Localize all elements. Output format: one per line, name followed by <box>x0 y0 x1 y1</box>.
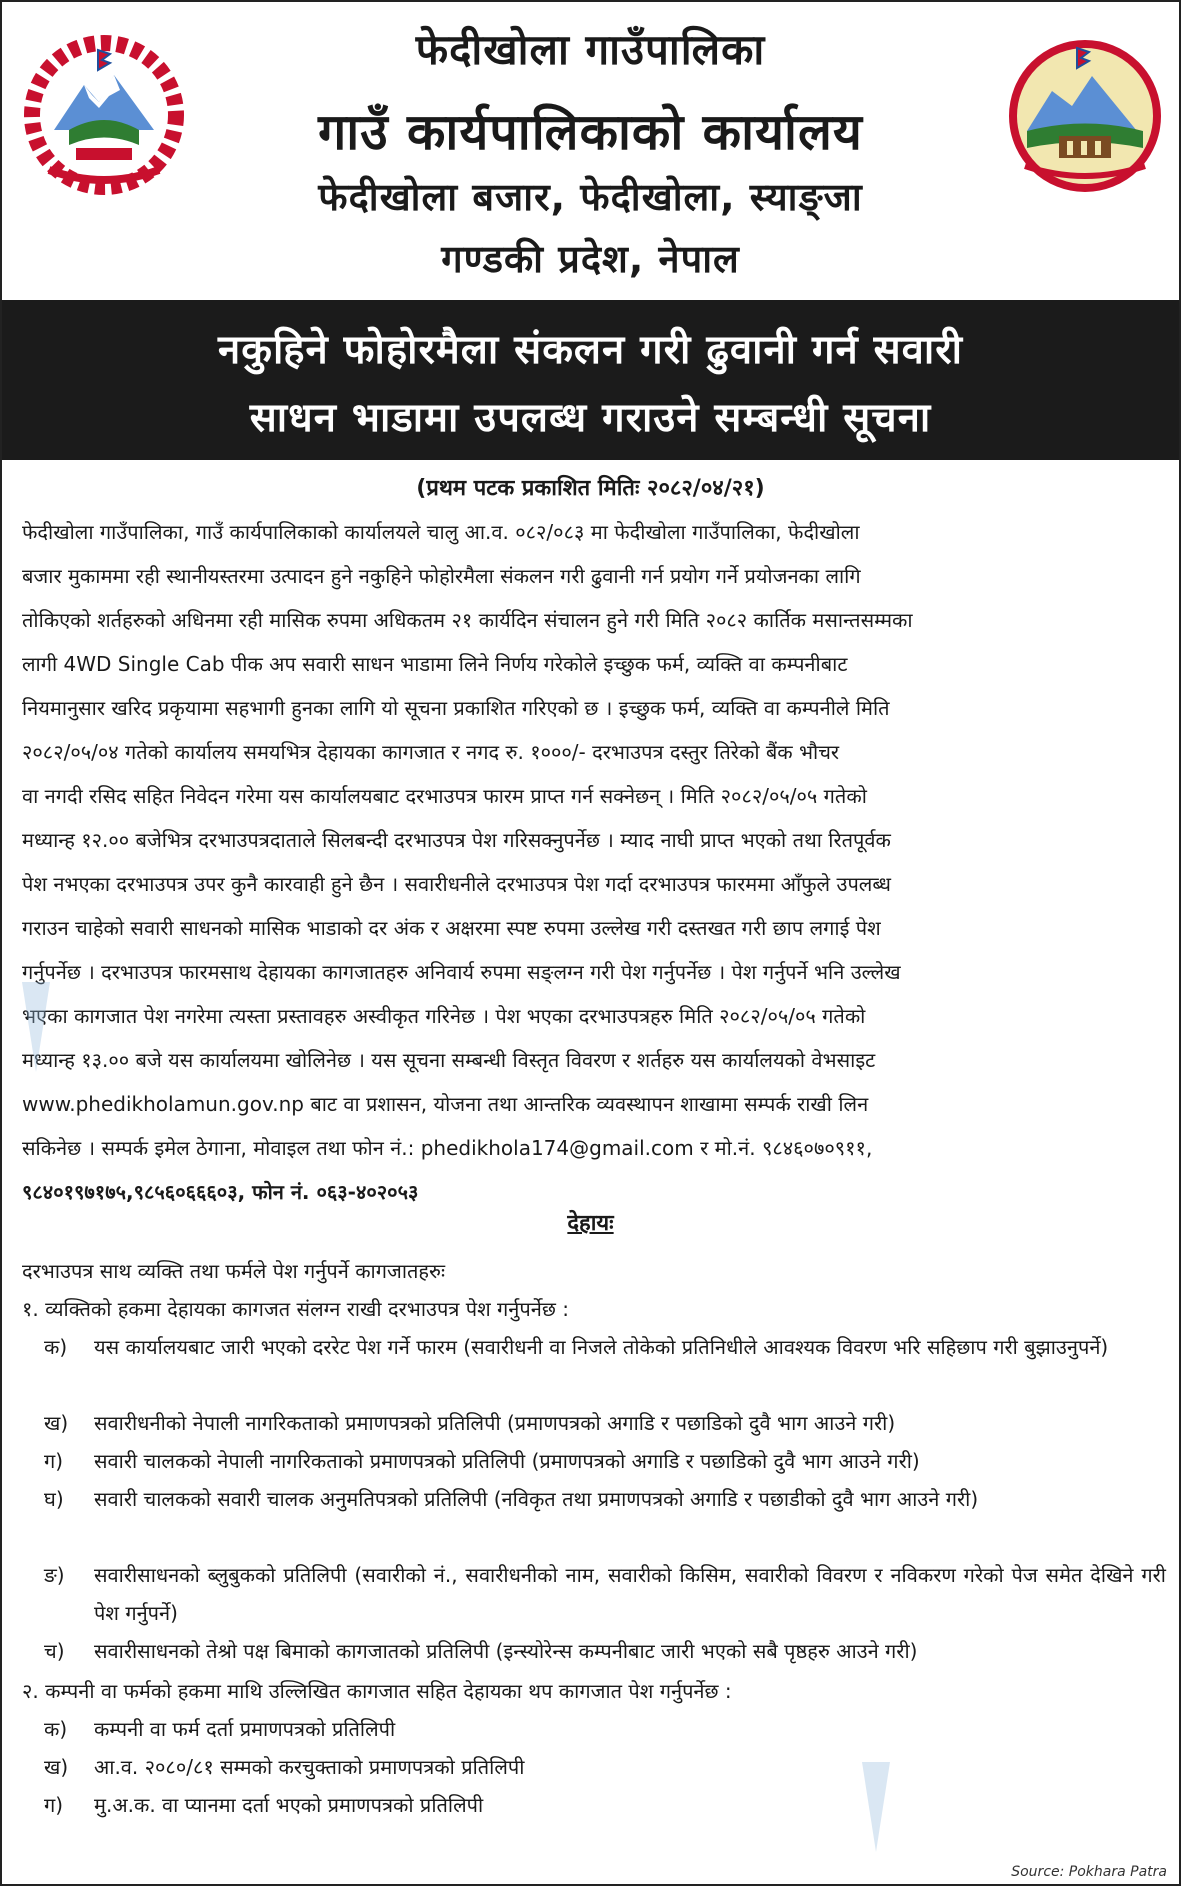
list-item-key: ख) <box>44 1411 69 1435</box>
list-item-text: आ.व. २०८०/८१ सम्मको करचुक्ताको प्रमाणपत्रको प्रतिलिपी <box>94 1755 525 1779</box>
list-item-text: सवारी चालकको नेपाली नागरिकताको प्रमाणपत्रको प्रतिलिपी (प्रमाणपत्रको अगाडि र पछाडिको दुवै भाग आउने गरी) <box>94 1449 920 1473</box>
list-item-key: घ) <box>44 1487 64 1511</box>
list-item-key: ङ) <box>44 1563 65 1587</box>
list-item-key: क) <box>44 1717 68 1741</box>
decorative-arrow-icon <box>22 982 50 1072</box>
list-item-text: सवारीधनीको नेपाली नागरिकताको प्रमाणपत्रको प्रतिलिपी (प्रमाणपत्रको अगाडि र पछाडिको दुवै भाग आउने गरी) <box>94 1411 896 1435</box>
body-line: फेदीखोला गाउँपालिका, गाउँ कार्यपालिकाको कार्यालयले चालु आ.व. ०८२/०८३ मा फेदीखोला गाउँपालिका, फेदीखोला <box>22 520 860 544</box>
notice-body <box>22 510 1166 1214</box>
body-line: मध्यान्ह १२.०० बजेभित्र दरभाउपत्रदाताले सिलबन्दी दरभाउपत्र पेश गरिसक्नुपर्नेछ । म्याद नाघी प्राप्त भएको तथा रितपूर्वक <box>22 828 891 852</box>
documents-intro: दरभाउपत्र साथ व्यक्ति तथा फर्मले पेश गर्नुपर्ने कागजातहरुः <box>22 1259 446 1283</box>
list-item-key: क) <box>44 1335 68 1359</box>
published-date: (प्रथम पटक प्रकाशित मितिः २०८२/०४/२१) <box>416 476 765 501</box>
decorative-arrow-icon <box>862 1762 890 1852</box>
annex-heading: देहायः <box>567 1211 614 1236</box>
source-credit: Source: Pokhara Patra <box>1011 1864 1167 1880</box>
section-2-heading: २. कम्पनी वा फर्मको हकमा माथि उल्लिखित कागजात सहित देहायका थप कागजात पेश गर्नुपर्नेछ : <box>22 1679 732 1703</box>
body-line-email: सकिनेछ । सम्पर्क इमेल ठेगाना, मोवाइल तथा फोन नं.: phedikhola174@gmail.com र मो.नं. ९८४६०७०९११, <box>22 1136 873 1160</box>
body-line: मध्यान्ह १३.०० बजे यस कार्यालयमा खोलिनेछ । यस सूचना सम्बन्धी विस्तृत विवरण र शर्तहरु यस कार्यालयको वेभसाइट <box>22 1048 876 1072</box>
list-item-key: ग) <box>44 1793 64 1817</box>
office-name: गाउँ कार्यपालिकाको कार्यालय <box>318 103 863 161</box>
body-line: २०८२/०५/०४ गतेको कार्यालय समयभित्र देहायका कागजात र नगद रु. १०००/- दरभाउपत्र दस्तुर तिरेको बैंक भौचर <box>22 740 840 764</box>
body-line: वा नगदी रसिद सहित निवेदन गरेमा यस कार्यालयबाट दरभाउपत्र फारम प्राप्त गर्न सक्नेछन् । मिति २०८२/०५/०५ गतेको <box>22 784 867 808</box>
list-item-text: सवारीसाधनको तेश्रो पक्ष बिमाको कागजातको प्रतिलिपी (इन्स्योरेन्स कम्पनीबाट जारी भएको सबै पृष्ठहरु आउने गरी) <box>94 1639 918 1663</box>
province-country: गण्डकी प्रदेश, नेपाल <box>441 237 740 281</box>
body-line: भएका कागजात पेश नगरेमा त्यस्ता प्रस्तावहरु अस्वीकृत गरिनेछ । पेश भएका दरभाउपत्रहरु मिति २०८२/०५/०५ गतेको <box>22 1004 866 1028</box>
body-line-website: www.phedikholamun.gov.np बाट वा प्रशासन, योजना तथा आन्तरिक व्यवस्थापन शाखामा सम्पर्क राखी लिन <box>22 1092 869 1116</box>
list-item-key: ग) <box>44 1449 64 1473</box>
body-line: नियमानुसार खरिद प्रकृयामा सहभागी हुनका लागि यो सूचना प्रकाशित गरिएको छ । इच्छुक फर्म, व्यक्ति वा कम्पनीले मिति <box>22 696 890 720</box>
municipality-name: फेदीखोला गाउँपालिका <box>415 25 766 74</box>
body-line: गराउन चाहेको सवारी साधनको मासिक भाडाको दर अंक र अक्षरमा स्पष्ट रुपमा उल्लेख गरी दस्तखत गरी छाप लगाई पेश <box>22 916 881 940</box>
list-item-text: सवारी चालकको सवारी चालक अनुमतिपत्रको प्रतिलिपी (नविकृत तथा प्रमाणपत्रको अगाडि र पछाडीको दुवै भाग आउने गरी) <box>94 1487 979 1511</box>
header <box>2 2 1179 299</box>
list-item-key: च) <box>44 1639 65 1663</box>
list-item-text: सवारीसाधनको ब्लुबुकको प्रतिलिपी (सवारीको नं., सवारीधनीको नाम, सवारीको किसिम, सवारीको विवरण र नविकरण गरेको पेज समेत देखिने गरी पेश गर्नुपर्ने) <box>94 1563 1166 1625</box>
body-line-phones: ९८४०१९७१७५,९८५६०६६६०३, फोन नं. ०६३-४०२०५३ <box>22 1180 419 1204</box>
body-line: पेश नभएका दरभाउपत्र उपर कुनै कारवाही हुने छैन । सवारीधनीले दरभाउपत्र पेश गर्दा दरभाउपत्र फारममा आँफुले उपलब्ध <box>22 872 891 896</box>
list-item-text: यस कार्यालयबाट जारी भएको दररेट पेश गर्ने फारम (सवारीधनी वा निजले तोकेको प्रतिनिधीले आवश्यक विवरण भरि सहिछाप गरी बुझाउनुपर्ने) <box>94 1335 1109 1359</box>
notice-title-line-1: नकुहिने फोहोरमैला संकलन गरी ढुवानी गर्न सवारी <box>218 327 963 373</box>
section-1-heading: १. व्यक्तिको हकमा देहायका कागजत संलग्न राखी दरभाउपत्र पेश गर्नुपर्नेछ : <box>22 1297 569 1321</box>
notice-title-line-2: साधन भाडामा उपलब्ध गराउने सम्बन्धी सूचना <box>249 395 932 441</box>
list-item-text: कम्पनी वा फर्म दर्ता प्रमाणपत्रको प्रतिलिपी <box>94 1717 396 1741</box>
office-address: फेदीखोला बजार, फेदीखोला, स्याङ्जा <box>318 175 863 219</box>
list-item-key: ख) <box>44 1755 69 1779</box>
body-line: गर्नुपर्नेछ । दरभाउपत्र फारमसाथ देहायका कागजातहरु अनिवार्य रुपमा सङ्लग्न गरी पेश गर्नुपर्नेछ । पेश गर्नुपर्ने भनि उल्लेख <box>22 960 901 984</box>
body-line: बजार मुकाममा रही स्थानीयस्तरमा उत्पादन हुने नकुहिने फोहोरमैला संकलन गरी ढुवानी गर्न प्रयोग गर्ने प्रयोजनका लागि <box>22 564 861 588</box>
notice-title-banner <box>2 300 1179 460</box>
body-line: लागी 4WD Single Cab पीक अप सवारी साधन भाडामा लिने निर्णय गरेकोले इच्छुक फर्म, व्यक्ति वा कम्पनीबाट <box>22 652 848 676</box>
list-item <box>22 1328 1166 1404</box>
list-item-text: मु.अ.क. वा प्यानमा दर्ता भएको प्रमाणपत्रको प्रतिलिपी <box>94 1793 484 1817</box>
body-line: तोकिएको शर्तहरुको अधिनमा रही मासिक रुपमा अधिकतम २१ कार्यदिन संचालन हुने गरी मिति २०८२ कार्तिक मसान्तसम्मका <box>22 608 913 632</box>
